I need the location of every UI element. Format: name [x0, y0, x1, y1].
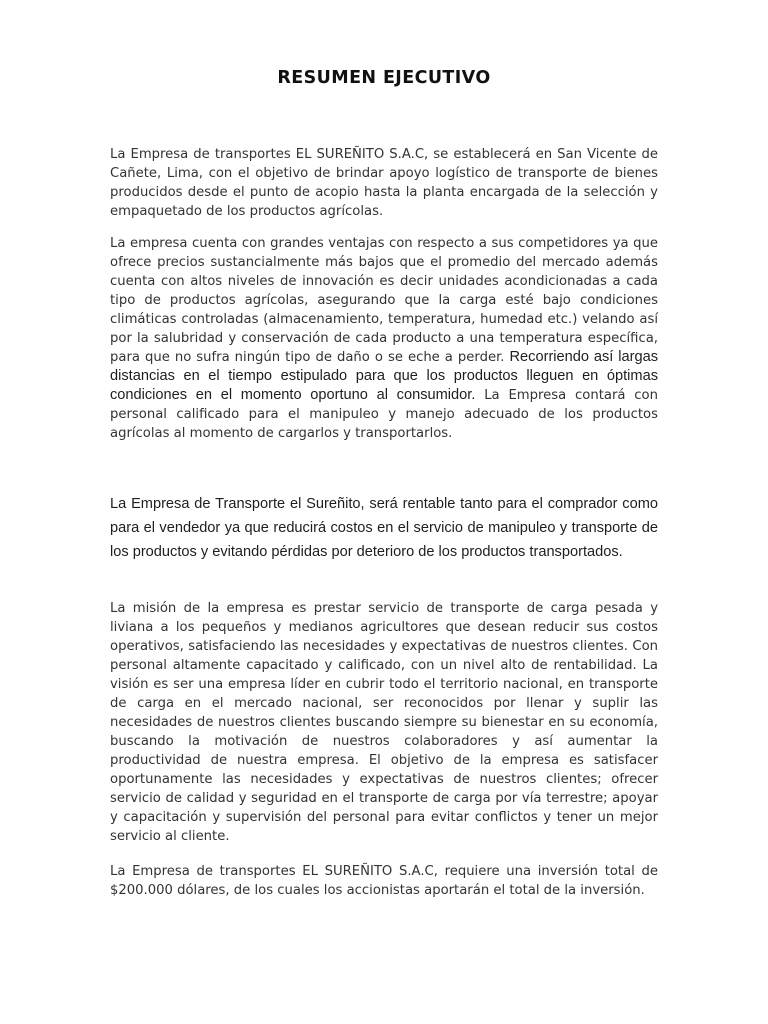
- paragraph-profitability: La Empresa de Transporte el Sureñito, será rentable tanto para el comprador como para el vendedor ya que reducirá costos en el servicio de manipuleo y transporte de los productos y evitando pérdidas por deterioro de los productos transportados.: [110, 496, 658, 560]
- paragraph-investment: La Empresa de transportes EL SUREÑITO S.A.C, requiere una inversión total de $200.000 dólares, de los cuales los accionistas aportarán el total de la inversión.: [110, 864, 658, 898]
- paragraph-advantages-part-3: La Empresa contará con personal calificado para el manipuleo y manejo adecuado de los productos agrícolas al momento de cargarlos y transportarlos.: [110, 388, 658, 441]
- paragraph-mission-vision: La misión de la empresa es prestar servicio de transporte de carga pesada y liviana a los pequeños y medianos agricultores que desean reducir sus costos operativos, satisfaciendo las necesidades y expectativas de nuestros clientes. Con personal altamente capacitado y calificado, con un nivel alto de rentabilidad. La visión es ser una empresa líder en cubrir todo el territorio nacional, en transporte de carga en el mercado nacional, ser reconocidos por llenar y suplir las necesidades de nuestros clientes buscando siempre su bienestar en su economía, buscando la motivación de nuestros colaboradores y así aumentar la productividad de nuestra empresa. El objetivo de la empresa es satisfacer oportunamente las necesidades y expectativas de nuestros clientes; ofrecer servicio de calidad y seguridad en el transporte de carga por vía terrestre; apoyar y capacitación y supervisión del personal para evitar conflictos y tener un mejor servicio al cliente.: [110, 601, 658, 844]
- paragraph-company-intro: La Empresa de transportes EL SUREÑITO S.A.C, se establecerá en San Vicente de Cañete, Lima, con el objetivo de brindar apoyo logístico de transporte de bienes producidos desde el punto de acopio hasta la planta encargada de la selección y empaquetado de los productos agrícolas.: [110, 147, 658, 219]
- paragraph-advantages-part-1: La empresa cuenta con grandes ventajas con respecto a sus competidores ya que ofrece precios sustancialmente más bajos que el promedio del mercado además cuenta con altos niveles de innovación es decir unidades acondicionadas a cada tipo de productos agrícolas, asegurando que la carga esté bajo condiciones climáticas controladas (almacenamiento, temperatura, humedad etc.) velando así por la salubridad y conservación de cada producto a una temperatura específica, para que no sufra ningún tipo de daño o se eche a perder.: [110, 236, 658, 365]
- paragraph-advantages: [110, 234, 658, 443]
- document-title: RESUMEN EJECUTIVO: [277, 68, 491, 88]
- paragraph-advantages-part-2: Recorriendo así largas distancias en el tiempo estipulado para que los productos lleguen en óptimas condiciones en el momento oportuno al consumidor.: [110, 349, 658, 403]
